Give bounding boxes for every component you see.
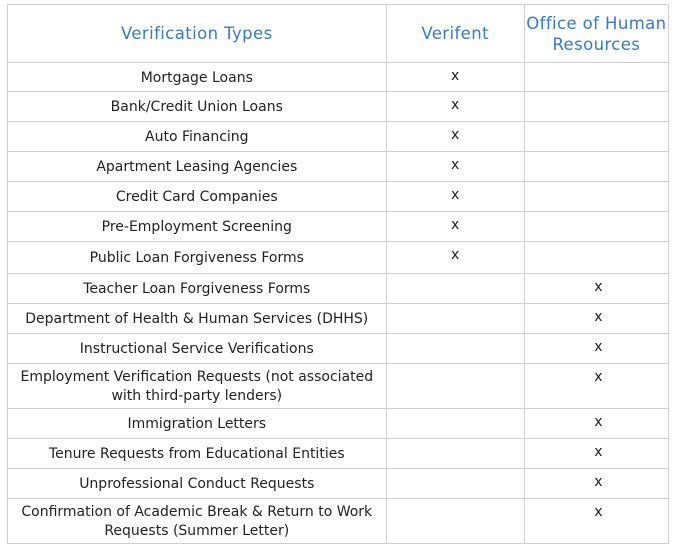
ohr-mark: x: [594, 369, 603, 385]
verification-types-table: [7, 4, 669, 544]
ohr-mark: x: [594, 309, 603, 325]
header-verification-types: Verification Types: [8, 5, 387, 63]
verification-type-cell: Teacher Loan Forgiveness Forms: [8, 274, 387, 304]
header-verifent: Verifent: [386, 5, 524, 63]
verifent-cell: [386, 63, 524, 92]
table-row: [8, 439, 669, 469]
verifent-cell: [386, 152, 524, 182]
table-row: [8, 334, 669, 364]
ohr-cell: [524, 469, 668, 499]
ohr-mark: x: [594, 474, 603, 490]
ohr-mark: x: [594, 444, 603, 460]
verification-type-cell: Immigration Letters: [8, 409, 387, 439]
header-office-of-human-resources: Office of Human Resources: [524, 5, 668, 63]
ohr-cell: [524, 92, 668, 122]
ohr-cell: [524, 439, 668, 469]
verification-type-cell: Credit Card Companies: [8, 182, 387, 212]
verification-type-cell: Mortgage Loans: [8, 63, 387, 92]
table-row: [8, 122, 669, 152]
table-row: [8, 304, 669, 334]
verifent-cell: [386, 274, 524, 304]
verification-type-cell: Department of Health & Human Services (DHHS): [8, 304, 387, 334]
verifent-mark: x: [451, 217, 460, 233]
table-row: [8, 409, 669, 439]
ohr-cell: [524, 152, 668, 182]
verifent-cell: [386, 304, 524, 334]
verifent-mark: x: [451, 247, 460, 263]
ohr-cell: [524, 304, 668, 334]
verifent-mark: x: [451, 97, 460, 113]
table-row: [8, 242, 669, 274]
table-row: [8, 212, 669, 242]
table-row: [8, 469, 669, 499]
verifent-cell: [386, 439, 524, 469]
ohr-cell: [524, 212, 668, 242]
verification-type-cell: Pre-Employment Screening: [8, 212, 387, 242]
verifent-mark: x: [451, 157, 460, 173]
verification-type-cell: Employment Verification Requests (not associated with third-party lenders): [8, 364, 387, 409]
ohr-cell: [524, 364, 668, 409]
ohr-mark: x: [594, 339, 603, 355]
verifent-mark: x: [451, 127, 460, 143]
table-row: [8, 63, 669, 92]
verifent-mark: x: [451, 187, 460, 203]
ohr-cell: [524, 122, 668, 152]
verifent-cell: [386, 409, 524, 439]
table-row: [8, 152, 669, 182]
ohr-cell: [524, 182, 668, 212]
ohr-cell: [524, 242, 668, 274]
verification-type-cell: Instructional Service Verifications: [8, 334, 387, 364]
ohr-cell: [524, 499, 668, 544]
verifent-cell: [386, 469, 524, 499]
verifent-cell: [386, 92, 524, 122]
ohr-cell: [524, 409, 668, 439]
verification-type-cell: Unprofessional Conduct Requests: [8, 469, 387, 499]
verifent-mark: x: [451, 68, 460, 84]
ohr-mark: x: [594, 279, 603, 295]
verification-type-cell: Public Loan Forgiveness Forms: [8, 242, 387, 274]
verification-type-cell: Auto Financing: [8, 122, 387, 152]
ohr-mark: x: [594, 414, 603, 430]
verification-type-cell: Tenure Requests from Educational Entities: [8, 439, 387, 469]
table-row: [8, 182, 669, 212]
table-header-row: [8, 5, 669, 63]
verifent-cell: [386, 242, 524, 274]
table-row: [8, 92, 669, 122]
verifent-cell: [386, 364, 524, 409]
ohr-cell: [524, 63, 668, 92]
verifent-cell: [386, 212, 524, 242]
verifent-cell: [386, 182, 524, 212]
verifent-cell: [386, 499, 524, 544]
verification-type-cell: Apartment Leasing Agencies: [8, 152, 387, 182]
verification-type-cell: Bank/Credit Union Loans: [8, 92, 387, 122]
verifent-cell: [386, 122, 524, 152]
table-row: [8, 274, 669, 304]
verification-type-cell: Confirmation of Academic Break & Return to Work Requests (Summer Letter): [8, 499, 387, 544]
verifent-cell: [386, 334, 524, 364]
table-row: [8, 364, 669, 409]
table-row: [8, 499, 669, 544]
ohr-cell: [524, 274, 668, 304]
ohr-mark: x: [594, 504, 603, 520]
table-body: [8, 63, 669, 544]
ohr-cell: [524, 334, 668, 364]
